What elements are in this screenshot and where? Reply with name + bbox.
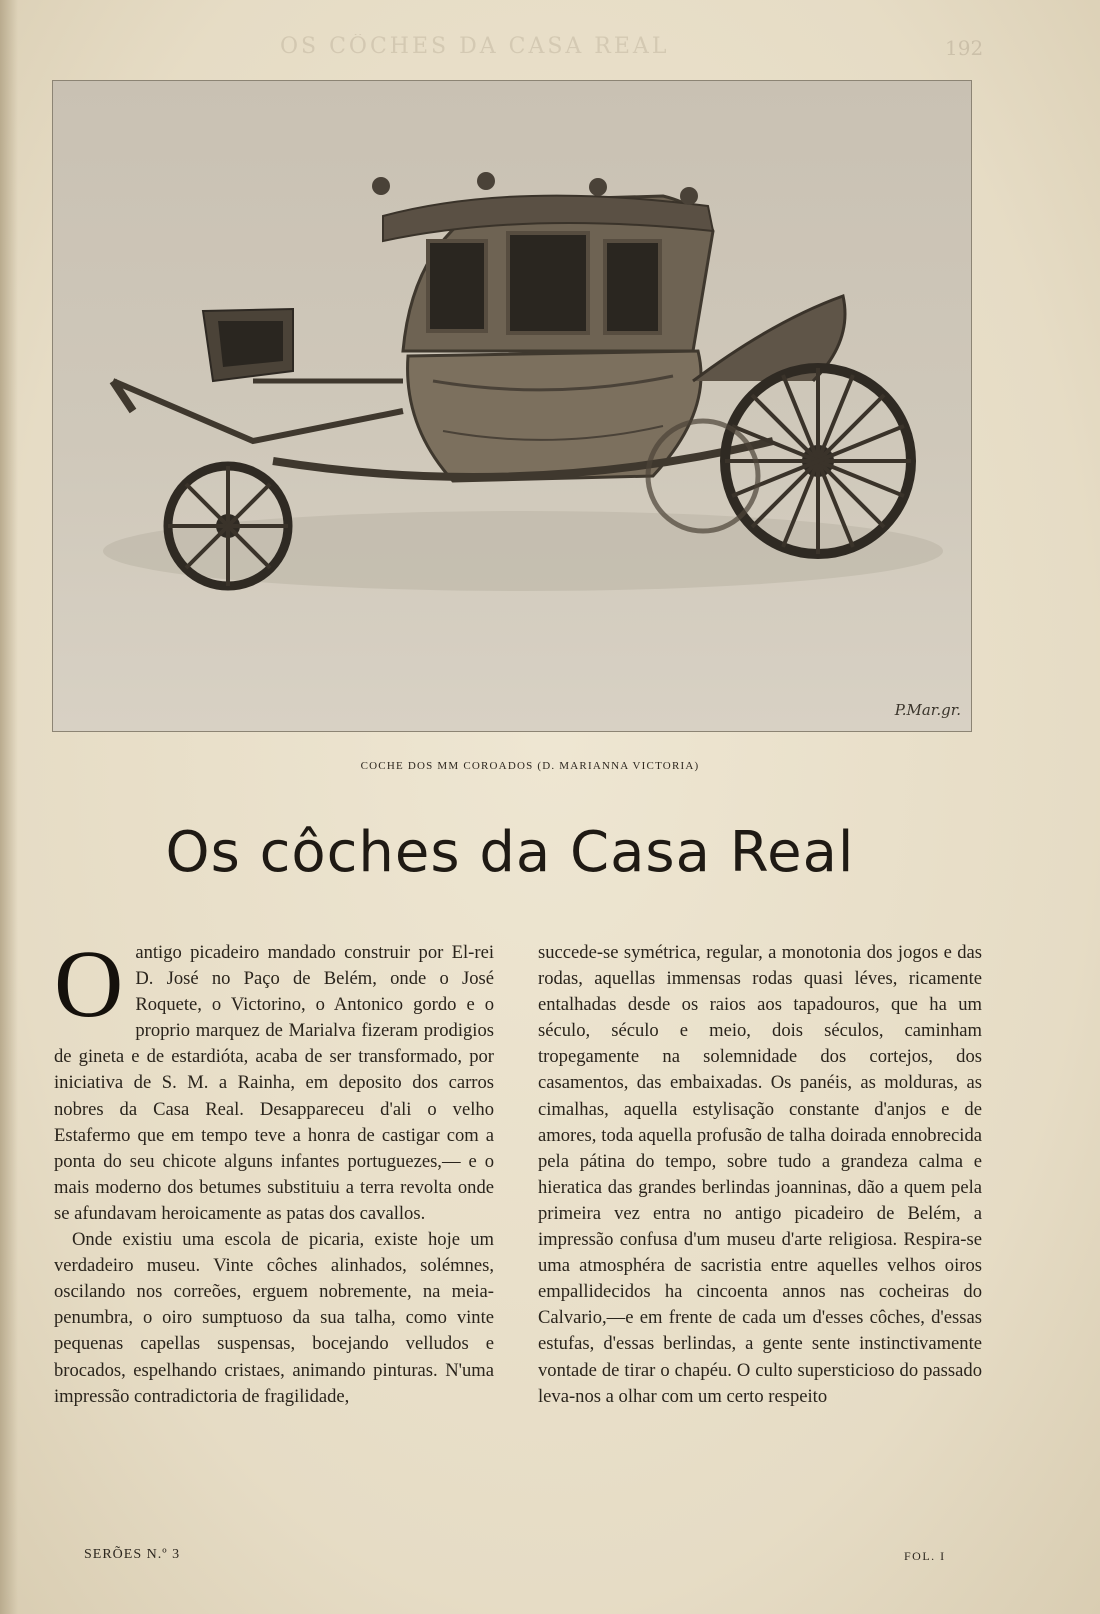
paragraph-text: antigo picadeiro mandado construir por El-rei D. José no Paço de Belém, onde o José Roquete, o Victorino, o Antonico gordo e o proprio marquez de Marialva fizeram prodigios de gineta e de estardióta, acaba de ser transformado, por iniciativa de S. M. a Rainha, em deposito dos carros nobres da Casa Real. Desappareceu d'ali o velho Estafermo que em tempo teve a honra de castigar com a ponta do seu chicote alguns infantes portuguezes,— e o mais moderno dos betumes substituiu a terra revolta onde se afundavam heroicamente as patas dos cavallos. [54, 942, 494, 1224]
text-column-right [538, 940, 982, 1410]
drop-cap: O [54, 930, 124, 1037]
issue-signature: SERÕES N.º 3 [84, 1547, 181, 1562]
rear-wheel [725, 368, 911, 554]
text-column-left [54, 930, 494, 1410]
show-through-page-number: 192 [945, 36, 984, 60]
paragraph: Onde existiu uma escola de picaria, existe hoje um verdadeiro museu. Vinte côches alinhados, solémnes, oscilando nos correões, erguem nobremente, na meia-penumbra, o oiro sumptuoso da sua talha, como vinte pequenas capellas suspensas, bocejando velludos e brocados, espelhando cristaes, animando pinturas. N'uma impressão contradictoria de fragilidade, [54, 1229, 494, 1407]
front-wheel [168, 466, 288, 586]
photo-caption: COCHE DOS MM COROADOS (D. MARIANNA VICTORIA) [360, 760, 700, 772]
carriage-illustration [53, 81, 971, 731]
paragraph [54, 930, 494, 1227]
engraver-signature: P.Mar.gr. [894, 701, 961, 719]
folio-mark: FOL. I [904, 1549, 946, 1563]
paragraph: succede-se symétrica, regular, a monotonia dos jogos e das rodas, aquellas immensas rodas quasi léves, ricamente entalhadas desde os raios aos tapadouros, que ha um século, século e meio, dois séculos, caminham tropegamente na solemnidade dos cortejos, dos casamentos, das embaixadas. Os panéis, as molduras, as cimalhas, aquella estylisação constante d'anjos e de amores, toda aquella profusão de talha doirada ennobrecida pela pátina do tempo, sobre tudo a grandeza calma e hieratica das grandes berlindas joanninas, dão a quem pela primeira vez entra no antigo picadeiro de Belém, a impressão confusa d'um museu d'arte religiosa. Respira-se uma atmosphéra de sacristia entre aquelles velhos oiros empallidecidos ha cincoenta annos nas cocheiras do Calvario,—e em frente de cada um d'esses côches, d'essas estufas, d'essas berlindas, a gente sente instinctivamente vontade de tirar o chapéu. O culto supersticioso do passado leva-nos a olhar com um certo respeito [538, 942, 982, 1407]
carriage-photograph [52, 80, 972, 732]
article-title: Os côches da Casa Real [165, 820, 855, 885]
show-through-header: OS CÔCHES DA CASA REAL [280, 34, 670, 59]
page-edge-shadow [0, 0, 18, 1614]
